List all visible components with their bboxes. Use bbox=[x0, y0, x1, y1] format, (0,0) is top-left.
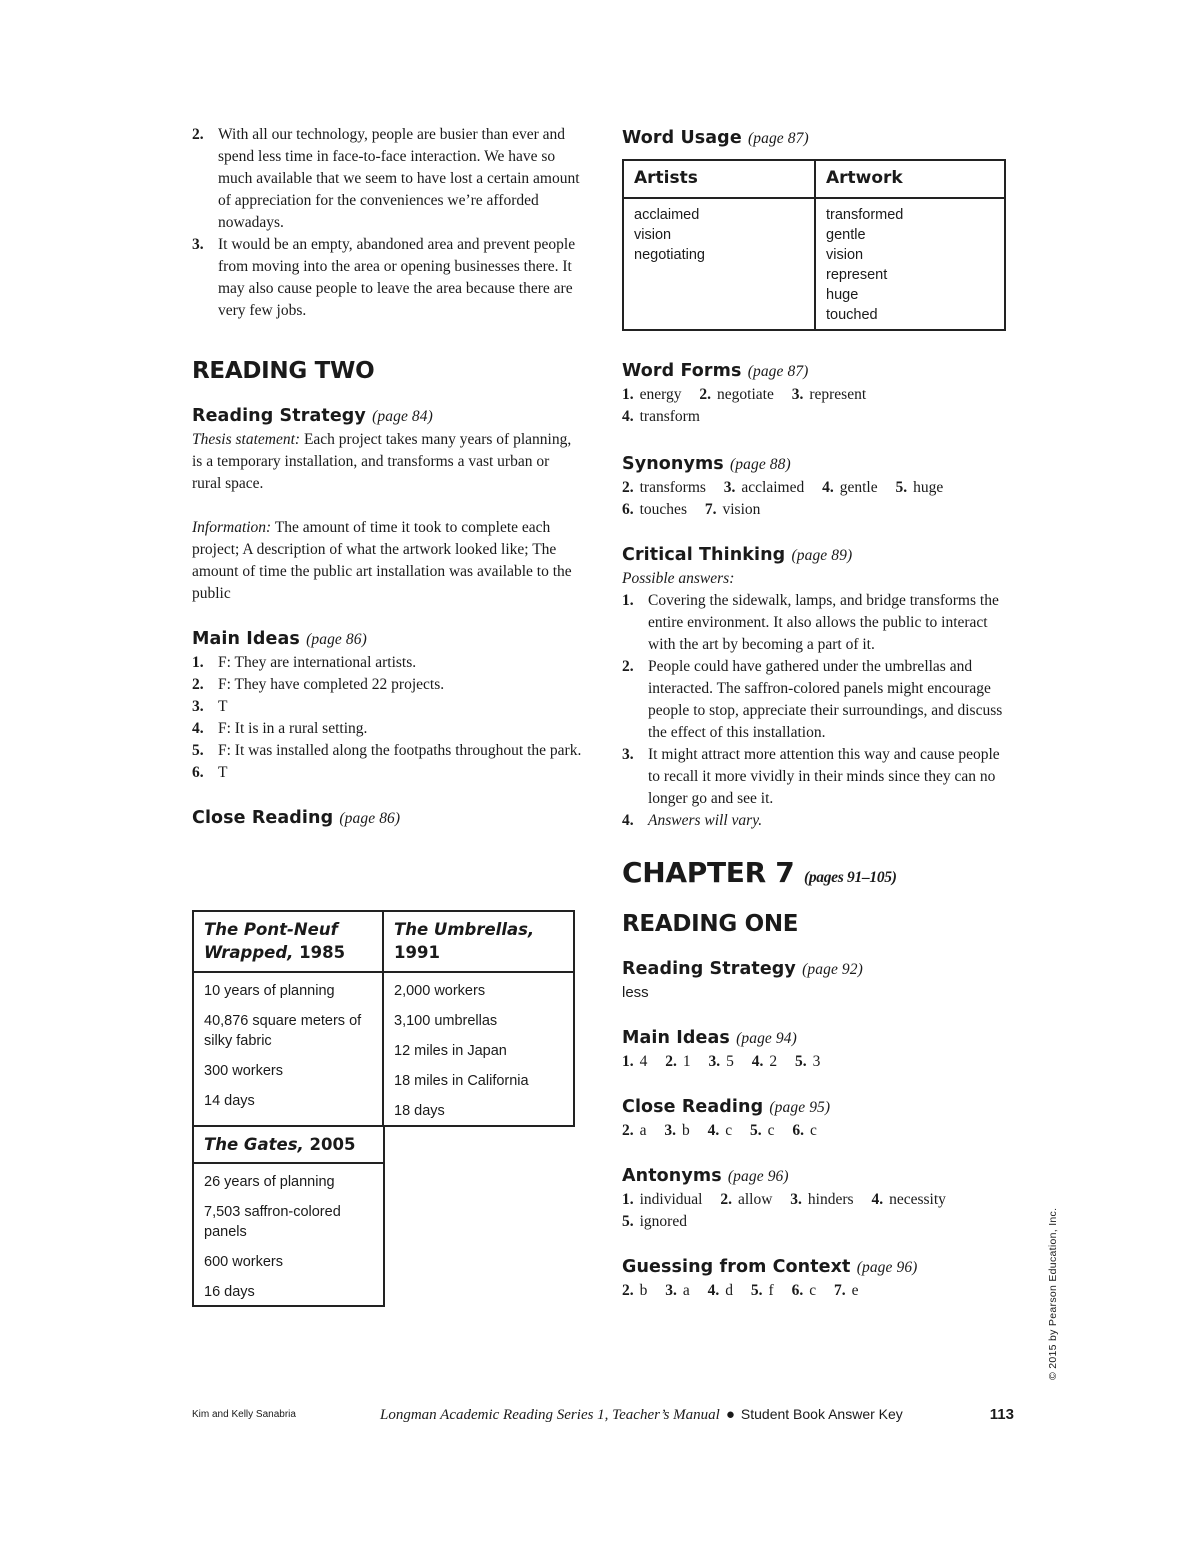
word-usage-table bbox=[622, 159, 1006, 331]
possible-answers-label: Possible answers: bbox=[622, 570, 735, 587]
reading-one-heading: READING ONE bbox=[622, 911, 799, 937]
antonyms-answers: 1. individual 2. allow 3. hinders 4. necessity 5. ignored bbox=[622, 1191, 946, 1230]
list-item: 1. F: They are international artists. bbox=[192, 654, 417, 671]
list-item: 3. T bbox=[192, 698, 228, 715]
footer-authors: Kim and Kelly Sanabria bbox=[192, 1409, 296, 1420]
footer-book-title: Longman Academic Reading Series 1, Teacher’s Manual ● Student Book Answer Key bbox=[380, 1406, 903, 1423]
thesis-statement: Thesis statement: Each project takes many years of planning, is a temporary installation, and transforms a vast urban or rural space. bbox=[192, 431, 572, 492]
list-item: 4. Answers will vary. bbox=[622, 812, 763, 829]
critical-thinking-list bbox=[622, 590, 1014, 832]
list-item: 2. F: They have completed 22 projects. bbox=[192, 676, 445, 693]
umbrellas-box bbox=[382, 910, 575, 1127]
artwork-cell: transformed gentle vision represent huge touched bbox=[815, 198, 1005, 330]
guessing-heading: Guessing from Context (page 96) bbox=[622, 1257, 918, 1277]
list-item: 3. It might attract more attention this way and cause people to recall it more vividly in their minds since they can no longer go and see it. bbox=[622, 746, 1000, 807]
bullet-icon: ● bbox=[725, 1407, 735, 1423]
guessing-answers: 2. b 3. a 4. d 5. f 6. c 7. e bbox=[622, 1282, 859, 1299]
close-reading-heading: Close Reading (page 86) bbox=[192, 808, 401, 828]
information: Information: The amount of time it took to complete each project; A description of what the artwork looked like; The amount of time the public art installation was available to the public bbox=[192, 519, 572, 602]
close-reading-7-heading: Close Reading (page 95) bbox=[622, 1097, 831, 1117]
main-ideas-7-answers: 1. 4 2. 1 3. 5 4. 2 5. 3 bbox=[622, 1053, 821, 1070]
critical-thinking-heading: Critical Thinking (page 89) bbox=[622, 545, 853, 565]
list-item: 2. People could have gathered under the umbrellas and interacted. The saffron-colored panels might encourage people to stop, appreciate their surroundings, and discuss the effect of this installation. bbox=[622, 658, 1003, 741]
list-item: 6. T bbox=[192, 764, 228, 781]
list-item: 2. With all our technology, people are busier than ever and spend less time in face-to-face interaction. We have so much available that we seem to have lost a certain amount of appreciation for the conveniences we’re afforded nowadays. bbox=[192, 126, 580, 231]
word-forms-heading: Word Forms (page 87) bbox=[622, 361, 809, 381]
list-item: 3. It would be an empty, abandoned area and prevent people from moving into the area or opening businesses there. It may also cause people to leave the area because there are very few jobs. bbox=[192, 236, 576, 319]
pont-neuf-title: The Pont-Neuf Wrapped, 1985 bbox=[204, 920, 346, 962]
left-column bbox=[192, 124, 582, 831]
umbrellas-items: 2,000 workers 3,100 umbrellas 12 miles in Japan 18 miles in California 18 days bbox=[394, 983, 529, 1119]
main-ideas-list bbox=[192, 652, 582, 784]
reading-strategy-7-heading: Reading Strategy (page 92) bbox=[622, 959, 863, 979]
main-ideas-heading: Main Ideas (page 86) bbox=[192, 629, 367, 649]
word-forms-answers: 1. energy 2. negotiate 3. represent 4. transform bbox=[622, 386, 867, 425]
word-usage-heading: Word Usage (page 87) bbox=[622, 128, 809, 148]
main-ideas-7-heading: Main Ideas (page 94) bbox=[622, 1028, 797, 1048]
gates-box bbox=[192, 1125, 385, 1307]
reading-strategy-heading: Reading Strategy (page 84) bbox=[192, 406, 433, 426]
intro-answers bbox=[192, 124, 582, 322]
reading-strategy-answer: less bbox=[622, 984, 649, 1001]
copyright-notice: © 2015 by Pearson Education, Inc. bbox=[1047, 1207, 1059, 1380]
artwork-header: Artwork bbox=[815, 160, 1005, 198]
page-footer bbox=[192, 1406, 1014, 1428]
gates-title: The Gates, 2005 bbox=[204, 1135, 356, 1154]
list-item: 1. Covering the sidewalk, lamps, and bridge transforms the entire environment. It also allows the public to interact with the art by becoming a part of it. bbox=[622, 592, 999, 653]
artists-cell: acclaimed vision negotiating bbox=[623, 198, 815, 330]
chapter-heading: CHAPTER 7 (pages 91–105) bbox=[622, 856, 897, 889]
list-item: 4. F: It is in a rural setting. bbox=[192, 720, 368, 737]
pont-neuf-box bbox=[192, 910, 384, 1127]
synonyms-heading: Synonyms (page 88) bbox=[622, 454, 791, 474]
reading-two-heading: READING TWO bbox=[192, 358, 375, 384]
artists-header: Artists bbox=[623, 160, 815, 198]
page-number: 113 bbox=[989, 1406, 1014, 1423]
list-item: 5. F: It was installed along the footpaths throughout the park. bbox=[192, 742, 582, 759]
right-column bbox=[622, 124, 1014, 1302]
umbrellas-title: The Umbrellas, 1991 bbox=[394, 920, 535, 962]
antonyms-heading: Antonyms (page 96) bbox=[622, 1166, 789, 1186]
close-reading-7-answers: 2. a 3. b 4. c 5. c 6. c bbox=[622, 1122, 817, 1139]
pont-neuf-items: 10 years of planning 40,876 square meters of silky fabric 300 workers 14 days bbox=[204, 983, 362, 1109]
gates-items: 26 years of planning 7,503 saffron-colored panels 600 workers 16 days bbox=[204, 1174, 341, 1300]
synonyms-answers: 2. transforms 3. acclaimed 4. gentle 5. huge 6. touches 7. vision bbox=[622, 479, 944, 518]
